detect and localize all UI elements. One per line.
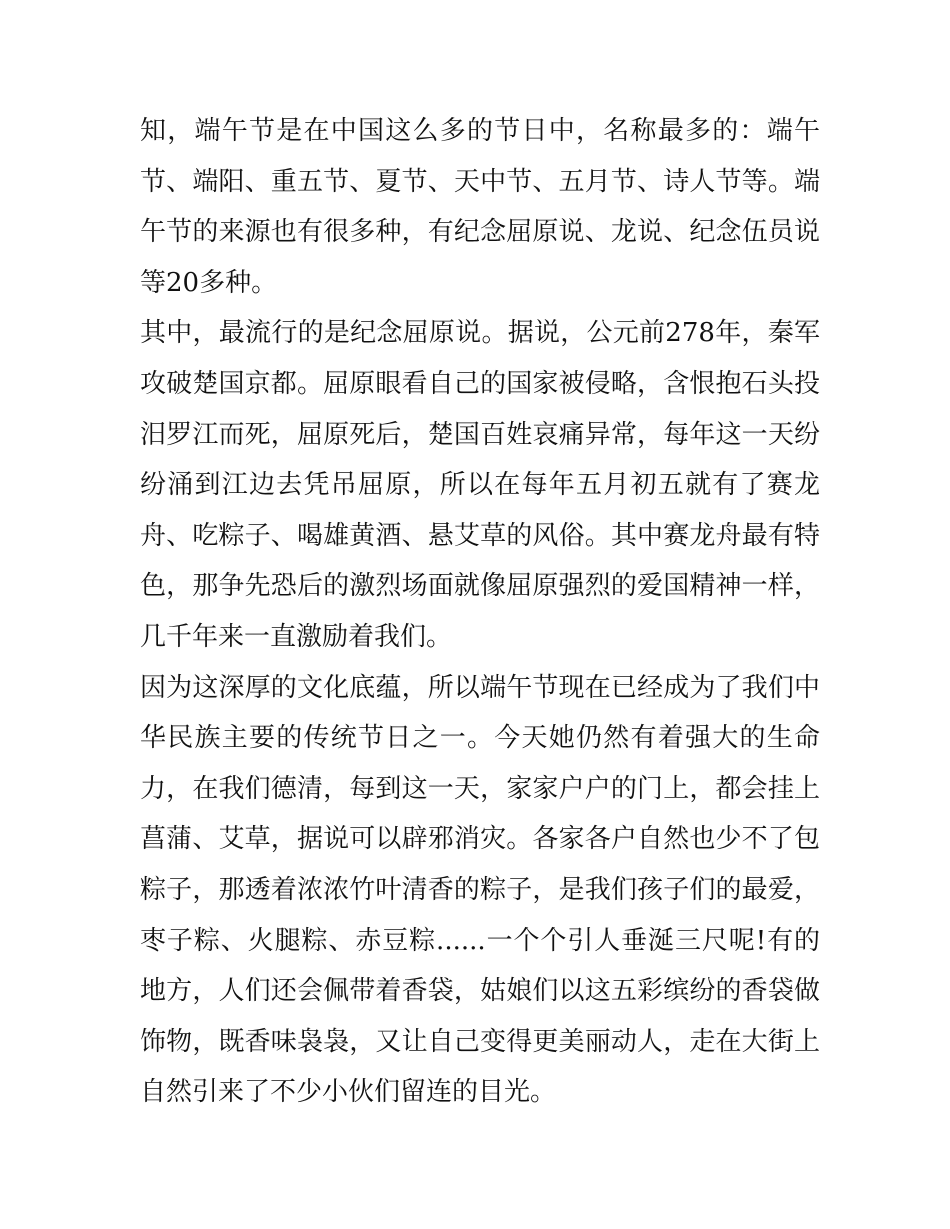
paragraph-festival-names: 知，端午节是在中国这么多的节日中，名称最多的：端午节、端阳、重五节、夏节、天中节、五月节、诗人节等。端午节的来源也有很多种，有纪念屈原说、龙说、纪念伍员说等20多种。: [140, 116, 820, 298]
paragraph-qu-yuan-legend: 其中，最流行的是纪念屈原说。据说，公元前278年，秦军攻破楚国京都。屈原眼看自己的国家被侵略，含恨抱石头投汨罗江而死，屈原死后，楚国百姓哀痛异常，每年这一天纷纷涌到江边去凭吊屈原，所以在每年五月初五就有了赛龙舟、吃粽子、喝雄黄酒、悬艾草的风俗。其中赛龙舟最有特色，那争先恐后的激烈场面就像屈原强烈的爱国精神一样，几千年来一直激励着我们。: [140, 318, 820, 652]
document-body: [140, 106, 820, 1118]
paragraph-local-customs: 因为这深厚的文化底蕴，所以端午节现在已经成为了我们中华民族主要的传统节日之一。今天她仍然有着强大的生命力，在我们德清，每到这一天，家家户户的门上，都会挂上菖蒲、艾草，据说可以辟邪消灾。各家各户自然也少不了包粽子，那透着浓浓竹叶清香的粽子，是我们孩子们的最爱，枣子粽、火腿粽、赤豆粽......一个个引人垂涎三尺呢!有的地方，人们还会佩带着香袋，姑娘们以这五彩缤纷的香袋做饰物，既香味袅袅，又让自己变得更美丽动人，走在大街上自然引来了不少小伙们留连的目光。: [140, 672, 820, 1108]
